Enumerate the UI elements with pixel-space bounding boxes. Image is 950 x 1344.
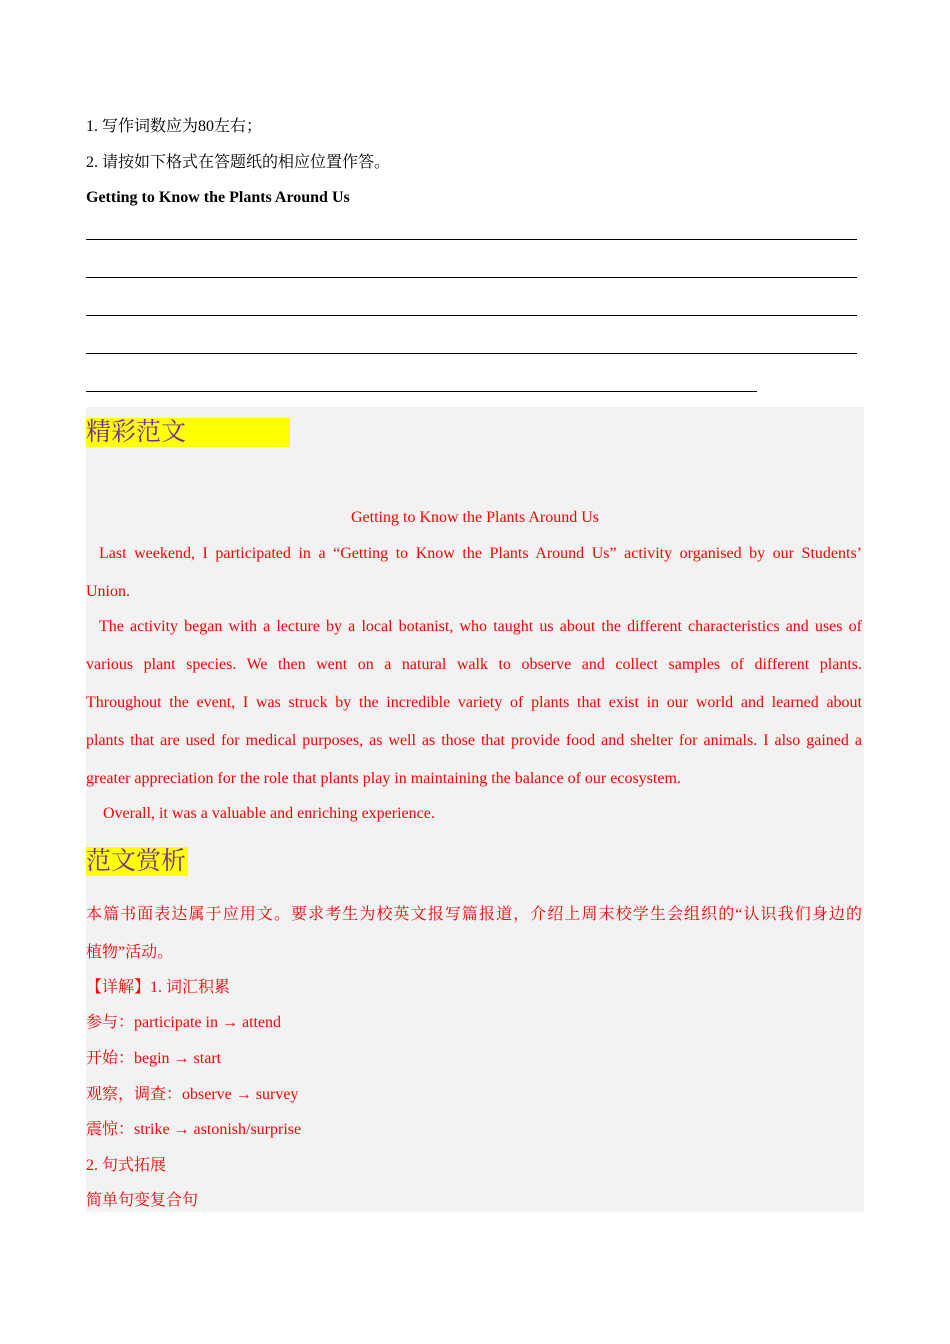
analysis-line: 简单句变复合句 xyxy=(86,1192,199,1209)
answer-line xyxy=(86,353,857,354)
essay-title: Getting to Know the Plants Around Us xyxy=(86,189,350,206)
answer-line xyxy=(86,277,857,278)
analysis-line: 本篇书面表达属于应用文。要求考生为校英文报写篇报道，介绍上周末校学生会组织的“认识我们身边的 xyxy=(86,906,862,923)
vocab-item: 观察，调查：observe → survey xyxy=(86,1086,299,1103)
sample-line: various plant species. We then went on a natural walk to observe and collect samples of different plants. xyxy=(86,656,862,673)
answer-line xyxy=(86,391,757,392)
instruction-1: 1. 写作词数应为80左右； xyxy=(86,118,263,135)
sample-heading: 精彩范文 xyxy=(86,418,290,447)
sample-line: Union. xyxy=(86,583,130,600)
vocab-item: 震惊：strike → astonish/surprise xyxy=(86,1121,302,1138)
instruction-2: 2. 请按如下格式在答题纸的相应位置作答。 xyxy=(86,154,391,171)
analysis-line: 2. 句式拓展 xyxy=(86,1157,167,1174)
sample-title: Getting to Know the Plants Around Us xyxy=(351,509,599,526)
sample-line: plants that are used for medical purposes, as well as those that provide food and shelter for animals. I also gained a xyxy=(86,732,862,749)
analysis-line: 【详解】1. 词汇积累 xyxy=(86,979,231,996)
answer-line xyxy=(86,239,857,240)
vocab-item: 开始：begin → start xyxy=(86,1050,222,1067)
sample-line: Last weekend, I participated in a “Getting to Know the Plants Around Us” activity organised by our Students’ xyxy=(99,545,862,562)
sample-line: Overall, it was a valuable and enriching experience. xyxy=(103,805,435,822)
sample-line: Throughout the event, I was struck by the incredible variety of plants that exist in our world and learned about xyxy=(86,694,862,711)
sample-line: The activity began with a lecture by a local botanist, who taught us about the different characteristics and uses of xyxy=(99,618,862,635)
analysis-heading: 范文赏析 xyxy=(86,848,187,875)
answer-line xyxy=(86,315,857,316)
analysis-line: 植物”活动。 xyxy=(86,944,174,961)
vocab-item: 参与：participate in → attend xyxy=(86,1014,282,1031)
sample-line: greater appreciation for the role that plants play in maintaining the balance of our ecosystem. xyxy=(86,770,681,787)
